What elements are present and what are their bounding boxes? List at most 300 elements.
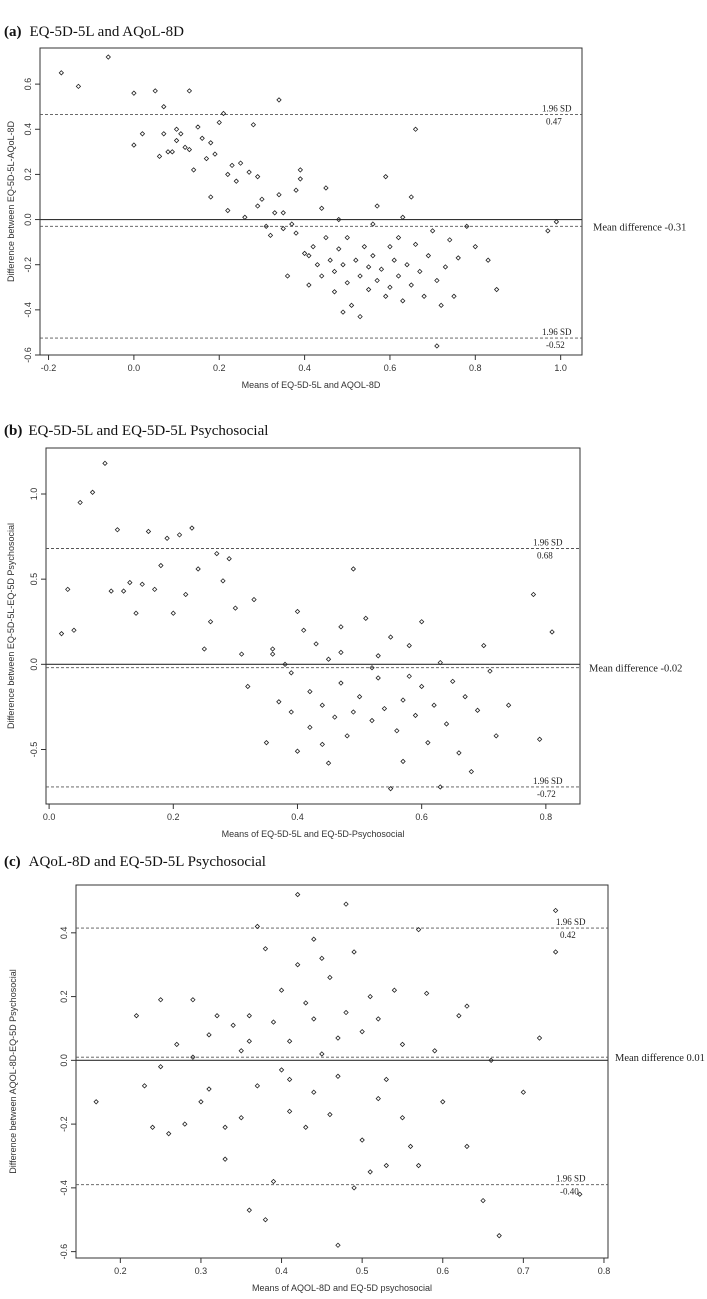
data-point <box>296 963 300 967</box>
data-point <box>362 245 366 249</box>
data-point <box>162 132 166 136</box>
data-point <box>367 287 371 291</box>
data-point <box>59 632 63 636</box>
data-point <box>288 1109 292 1113</box>
data-point <box>204 157 208 161</box>
data-point <box>463 695 467 699</box>
data-point <box>308 725 312 729</box>
data-point <box>243 215 247 219</box>
data-point <box>170 150 174 154</box>
data-point <box>407 674 411 678</box>
data-point <box>191 998 195 1002</box>
plot-frame <box>46 448 580 804</box>
data-point <box>426 254 430 258</box>
x-tick-label: 0.6 <box>415 812 428 822</box>
panel-c-tag: (c) <box>4 854 21 870</box>
data-point <box>247 170 251 174</box>
data-point <box>444 722 448 726</box>
data-point <box>289 710 293 714</box>
data-point <box>324 236 328 240</box>
data-point <box>223 1125 227 1129</box>
data-point <box>550 630 554 634</box>
x-tick-label: 0.8 <box>469 363 482 373</box>
data-point <box>177 533 181 537</box>
upper-sd-label: 1.96 SD <box>533 537 563 548</box>
data-point <box>281 226 285 230</box>
y-tick-label: -0.6 <box>59 1243 69 1260</box>
upper-sd-label: 1.96 SD <box>556 917 586 928</box>
data-point <box>401 215 405 219</box>
data-point <box>336 1036 340 1040</box>
data-point <box>233 606 237 610</box>
data-point <box>481 1199 485 1203</box>
data-point <box>339 650 343 654</box>
data-point <box>207 1087 211 1091</box>
x-tick-label: 0.2 <box>114 1266 127 1276</box>
lower-limit-value: -0.52 <box>546 340 565 351</box>
data-point <box>384 294 388 298</box>
x-axis-label: Means of EQ-5D-5L and EQ-5D-Psychosocial <box>221 829 405 839</box>
data-point <box>183 1122 187 1126</box>
data-point <box>187 89 191 93</box>
mean-difference-label: Mean difference 0.01 <box>615 1053 705 1065</box>
data-point <box>314 642 318 646</box>
data-point <box>538 737 542 741</box>
data-point <box>441 1100 445 1104</box>
data-point <box>506 703 510 707</box>
data-point <box>320 1052 324 1056</box>
data-point <box>426 741 430 745</box>
data-point <box>209 141 213 145</box>
y-tick-label: -0.2 <box>23 256 33 273</box>
panel-b <box>4 422 682 839</box>
data-point <box>435 278 439 282</box>
data-point <box>392 258 396 262</box>
data-point <box>339 625 343 629</box>
data-point <box>456 256 460 260</box>
data-point <box>255 1084 259 1088</box>
mean-difference-label: Mean difference -0.31 <box>593 222 687 234</box>
x-tick-label: 0.6 <box>383 363 397 373</box>
data-point <box>134 611 138 615</box>
data-point <box>337 247 341 251</box>
data-point <box>132 143 136 147</box>
data-point <box>375 278 379 282</box>
data-point <box>251 123 255 127</box>
data-point <box>238 161 242 165</box>
x-tick-label: 1.0 <box>554 363 567 373</box>
data-point <box>384 175 388 179</box>
data-point <box>288 1039 292 1043</box>
data-point <box>388 245 392 249</box>
mean-difference-label: Mean difference -0.02 <box>589 663 683 675</box>
data-point <box>537 1036 541 1040</box>
data-point <box>457 1014 461 1018</box>
data-point <box>409 195 413 199</box>
panel-a-heading <box>4 23 184 40</box>
data-point <box>475 708 479 712</box>
x-tick-label: 0.6 <box>436 1266 450 1276</box>
x-tick-label: 0.0 <box>42 812 56 822</box>
data-point <box>439 303 443 307</box>
data-point <box>256 204 260 208</box>
data-point <box>215 552 219 556</box>
data-point <box>465 1144 469 1148</box>
data-point <box>360 1138 364 1142</box>
data-point <box>271 652 275 656</box>
x-tick-label: 0.8 <box>539 812 553 822</box>
panel-c-title: AQoL-8D and EQ-5D-5L Psychosocial <box>28 854 266 870</box>
upper-limit-value: 0.47 <box>546 116 562 127</box>
data-point <box>157 154 161 158</box>
data-point <box>234 179 238 183</box>
data-point <box>179 132 183 136</box>
data-point <box>425 991 429 995</box>
y-tick-label: -0.5 <box>29 741 39 758</box>
data-point <box>452 294 456 298</box>
lower-sd-label: 1.96 SD <box>556 1173 586 1184</box>
data-point <box>344 902 348 906</box>
data-point <box>122 589 126 593</box>
data-point <box>174 127 178 131</box>
data-point <box>150 1125 154 1129</box>
data-point <box>400 1042 404 1046</box>
data-point <box>239 652 243 656</box>
data-point <box>217 120 221 124</box>
data-point <box>407 643 411 647</box>
data-point <box>448 238 452 242</box>
data-point <box>351 710 355 714</box>
data-point <box>294 231 298 235</box>
data-point <box>247 1039 251 1043</box>
y-tick-label: -0.6 <box>23 347 33 363</box>
x-tick-label: 0.4 <box>291 812 304 822</box>
data-point <box>349 303 353 307</box>
data-point <box>187 147 191 151</box>
data-point <box>78 500 82 504</box>
data-point <box>358 274 362 278</box>
data-point <box>320 206 324 210</box>
data-point <box>352 950 356 954</box>
y-tick-label: 1.0 <box>29 487 39 501</box>
x-tick-label: 0.8 <box>597 1266 611 1276</box>
lower-sd-label: 1.96 SD <box>533 775 563 786</box>
data-point <box>134 1014 138 1018</box>
data-point <box>351 567 355 571</box>
data-point <box>315 263 319 267</box>
panel-c-heading <box>4 853 266 870</box>
data-point <box>546 229 550 233</box>
data-point <box>184 592 188 596</box>
data-point <box>332 290 336 294</box>
data-point <box>554 220 558 224</box>
y-tick-label: -0.2 <box>59 1116 69 1132</box>
upper-sd-label: 1.96 SD <box>542 103 572 114</box>
lower-limit-value: -0.40 <box>560 1186 579 1197</box>
data-point <box>368 1170 372 1174</box>
data-point <box>416 1163 420 1167</box>
data-point <box>221 579 225 583</box>
data-point <box>167 1132 171 1136</box>
data-point <box>384 1077 388 1081</box>
data-point <box>247 1014 251 1018</box>
data-point <box>226 172 230 176</box>
data-point <box>371 222 375 226</box>
data-point <box>159 563 163 567</box>
data-point <box>142 1084 146 1088</box>
lower-limit-value: -0.72 <box>537 788 556 799</box>
data-point <box>239 1116 243 1120</box>
data-point <box>357 695 361 699</box>
data-point <box>175 1042 179 1046</box>
data-point <box>431 229 435 233</box>
data-point <box>260 197 264 201</box>
data-point <box>389 635 393 639</box>
panel-a <box>4 23 686 390</box>
data-point <box>252 597 256 601</box>
y-tick-label: -0.4 <box>23 302 33 318</box>
plot-frame <box>76 885 608 1258</box>
data-point <box>333 715 337 719</box>
data-point <box>420 620 424 624</box>
data-point <box>433 1049 437 1053</box>
data-point <box>246 684 250 688</box>
data-point <box>192 168 196 172</box>
data-point <box>443 265 447 269</box>
data-point <box>196 125 200 129</box>
data-point <box>376 654 380 658</box>
data-point <box>271 1179 275 1183</box>
data-point <box>328 975 332 979</box>
data-point <box>165 536 169 540</box>
data-point <box>263 1218 267 1222</box>
x-tick-label: 0.2 <box>167 812 180 822</box>
data-point <box>344 1010 348 1014</box>
data-point <box>311 245 315 249</box>
data-point <box>495 287 499 291</box>
data-point <box>199 1100 203 1104</box>
data-point <box>488 669 492 673</box>
data-point <box>420 684 424 688</box>
data-point <box>227 557 231 561</box>
y-tick-label: 0.5 <box>29 572 39 586</box>
data-point <box>159 1065 163 1069</box>
data-point <box>376 1017 380 1021</box>
data-point <box>159 998 163 1002</box>
data-point <box>208 620 212 624</box>
y-tick-label: 0.2 <box>23 168 33 181</box>
data-point <box>401 299 405 303</box>
y-tick-label: 0.0 <box>29 658 39 671</box>
data-point <box>288 1077 292 1081</box>
x-tick-label: 0.0 <box>127 363 141 373</box>
y-tick-label: 0.4 <box>59 926 69 940</box>
y-tick-label: 0.2 <box>59 990 69 1003</box>
x-tick-label: -0.2 <box>40 363 57 373</box>
data-point <box>296 892 300 896</box>
data-point <box>285 274 289 278</box>
data-point <box>405 263 409 267</box>
data-point <box>290 222 294 226</box>
data-point <box>364 616 368 620</box>
data-point <box>435 344 439 348</box>
data-point <box>473 245 477 249</box>
data-point <box>308 689 312 693</box>
x-tick-label: 0.2 <box>212 363 226 373</box>
data-point <box>103 461 107 465</box>
data-point <box>360 1030 364 1034</box>
plot-frame <box>40 48 582 355</box>
x-tick-label: 0.5 <box>355 1266 369 1276</box>
data-point <box>279 1068 283 1072</box>
data-point <box>171 611 175 615</box>
x-axis-label: Means of AQOL-8D and EQ-5D psychosocial <box>251 1283 433 1293</box>
data-point <box>413 242 417 246</box>
data-point <box>273 211 277 215</box>
data-point <box>271 647 275 651</box>
data-point <box>367 265 371 269</box>
data-point <box>422 294 426 298</box>
data-point <box>295 749 299 753</box>
data-point <box>384 1163 388 1167</box>
data-point <box>328 258 332 262</box>
data-point <box>202 647 206 651</box>
data-point <box>320 956 324 960</box>
data-point <box>368 994 372 998</box>
data-point <box>94 1100 98 1104</box>
data-point <box>109 589 113 593</box>
data-point <box>239 1049 243 1053</box>
data-point <box>271 1020 275 1024</box>
data-point <box>312 1090 316 1094</box>
data-point <box>307 283 311 287</box>
data-point <box>140 582 144 586</box>
y-tick-label: 0.4 <box>23 123 33 136</box>
data-point <box>304 1001 308 1005</box>
data-point <box>115 528 119 532</box>
data-point <box>302 628 306 632</box>
data-point <box>336 1243 340 1247</box>
data-point <box>328 1112 332 1116</box>
data-point <box>90 490 94 494</box>
data-point <box>230 163 234 167</box>
data-point <box>304 1125 308 1129</box>
data-point <box>482 643 486 647</box>
data-point <box>376 676 380 680</box>
data-point <box>196 567 200 571</box>
data-point <box>200 136 204 140</box>
data-point <box>162 105 166 109</box>
data-point <box>409 283 413 287</box>
data-point <box>382 707 386 711</box>
data-point <box>59 71 63 75</box>
data-point <box>209 195 213 199</box>
data-point <box>341 263 345 267</box>
data-point <box>128 580 132 584</box>
data-point <box>401 759 405 763</box>
data-point <box>183 145 187 149</box>
data-point <box>371 254 375 258</box>
data-point <box>465 1004 469 1008</box>
panel-b-tag: (b) <box>4 423 23 439</box>
data-point <box>256 175 260 179</box>
data-point <box>207 1033 211 1037</box>
upper-limit-value: 0.42 <box>560 930 576 941</box>
data-point <box>279 988 283 992</box>
data-point <box>298 177 302 181</box>
data-point <box>106 55 110 59</box>
data-point <box>401 698 405 702</box>
x-axis-label: Means of EQ-5D-5L and AQOL-8D <box>241 380 381 390</box>
data-point <box>264 741 268 745</box>
data-point <box>354 258 358 262</box>
data-point <box>298 168 302 172</box>
data-point <box>395 729 399 733</box>
data-point <box>277 700 281 704</box>
data-point <box>312 937 316 941</box>
panel-b-heading <box>4 422 268 439</box>
data-point <box>132 91 136 95</box>
data-point <box>302 251 306 255</box>
data-point <box>392 988 396 992</box>
data-point <box>153 587 157 591</box>
data-point <box>190 526 194 530</box>
data-point <box>336 1074 340 1078</box>
data-point <box>400 1116 404 1120</box>
data-point <box>72 628 76 632</box>
y-axis-label: Difference between EQ-5D-5L-AQoL-8D <box>6 121 16 282</box>
upper-limit-value: 0.68 <box>537 550 553 561</box>
y-tick-label: 0.0 <box>23 213 33 226</box>
data-point <box>320 703 324 707</box>
data-point <box>339 681 343 685</box>
data-point <box>521 1090 525 1094</box>
data-point <box>215 1014 219 1018</box>
data-point <box>140 132 144 136</box>
data-point <box>223 1157 227 1161</box>
data-point <box>345 281 349 285</box>
data-point <box>289 671 293 675</box>
data-point <box>432 703 436 707</box>
data-point <box>213 152 217 156</box>
data-point <box>231 1023 235 1027</box>
y-tick-label: 0.0 <box>59 1054 69 1067</box>
data-point <box>263 947 267 951</box>
data-point <box>281 211 285 215</box>
data-point <box>413 127 417 131</box>
data-point <box>379 267 383 271</box>
y-tick-label: 0.6 <box>23 77 33 91</box>
data-point <box>294 188 298 192</box>
data-point <box>324 186 328 190</box>
data-point <box>554 908 558 912</box>
x-tick-label: 0.4 <box>275 1266 288 1276</box>
data-point <box>268 233 272 237</box>
data-point <box>486 258 490 262</box>
data-point <box>295 609 299 613</box>
data-point <box>497 1234 501 1238</box>
data-point <box>345 236 349 240</box>
data-point <box>408 1144 412 1148</box>
data-point <box>376 1096 380 1100</box>
lower-sd-label: 1.96 SD <box>542 327 572 338</box>
data-point <box>166 150 170 154</box>
data-point <box>320 742 324 746</box>
x-tick-label: 0.4 <box>298 363 311 373</box>
data-point <box>76 84 80 88</box>
x-tick-label: 0.7 <box>517 1266 530 1276</box>
data-point <box>358 315 362 319</box>
